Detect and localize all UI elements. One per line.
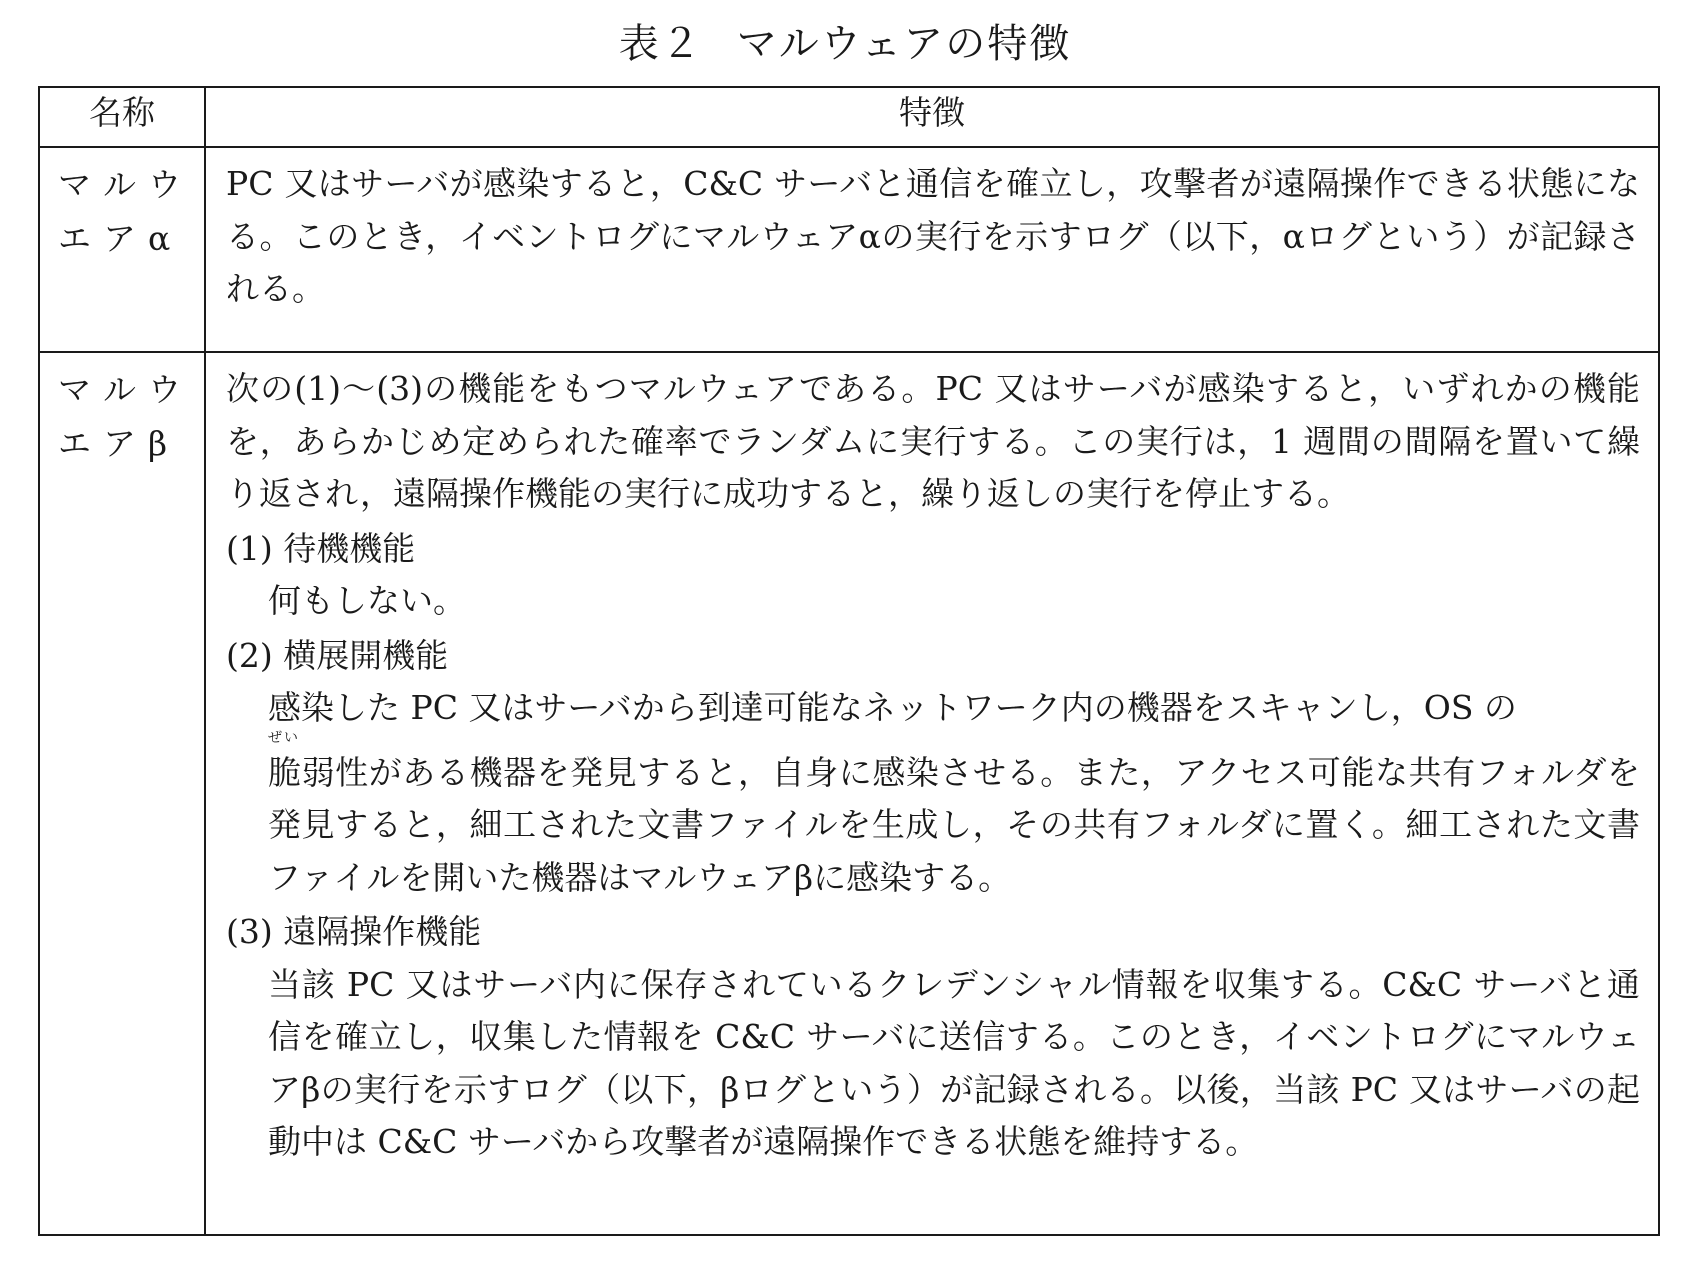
item-body-line: 感染した PC 又はサーバから到達可能なネットワーク内の機器をスキャンし，OS の	[268, 688, 1517, 727]
header-features: 特徴	[205, 87, 1659, 147]
table-row	[39, 147, 1659, 352]
malware-beta-name: マルウ エアβ	[39, 352, 205, 1235]
item-heading: (1) 待機機能	[226, 528, 416, 568]
malware-alpha-name: マルウ エアα	[39, 147, 205, 352]
intro-paragraph: 次の(1)〜(3)の機能をもつマルウェアである。PC 又はサーバが感染すると，いずれかの機能を，あらかじめ定められた確率でランダムに実行する。この実行は，1 週間の間隔を置いて繰り返され，遠隔操作機能の実行に成功すると，繰り返しの実行を停止する。	[226, 369, 1640, 513]
header-name: 名称	[39, 87, 205, 147]
item-body: 何もしない。	[268, 581, 466, 620]
item-body: 当該 PC 又はサーバ内に保存されているクレデンシャル情報を収集する。C&C サーバと通信を確立し，収集した情報を C&C サーバに送信する。このとき，イベントログにマルウェアβの実行を示すログ（以下，βログという）が記録される。以後，当該 PC 又はサーバの起動中は C&C サーバから攻撃者が遠隔操作できる状態を維持する。	[268, 964, 1640, 1161]
item-heading: (3) 遠隔操作機能	[226, 912, 482, 951]
table-title-label: 表２	[618, 21, 703, 67]
table-title	[0, 14, 1690, 74]
malware-beta-description	[205, 352, 1659, 1235]
item-body	[226, 682, 1640, 904]
table-row	[39, 352, 1659, 1235]
item-body-line	[268, 729, 1640, 905]
table-title-text: マルウェアの特徴	[736, 21, 1072, 67]
malware-table	[38, 86, 1660, 1236]
malware-alpha-description	[205, 147, 1659, 352]
item-heading: (2) 横展開機能	[226, 635, 449, 675]
header-row	[39, 87, 1659, 147]
item-body-text: 脆弱性がある機器を発見すると，自身に感染させる。また，アクセス可能な共有フォルダを発見すると，細工された文書ファイルを生成し，その共有フォルダに置く。細工された文書ファイルを開いた機器はマルウェアβに感染する。	[268, 752, 1640, 897]
furigana: ぜい	[268, 729, 300, 746]
paragraph: PC 又はサーバが感染すると，C&C サーバと通信を確立し，攻撃者が遠隔操作できる状態になる。このとき，イベントログにマルウェアαの実行を示すログ（以下，αログという）が記録される。	[226, 164, 1640, 308]
